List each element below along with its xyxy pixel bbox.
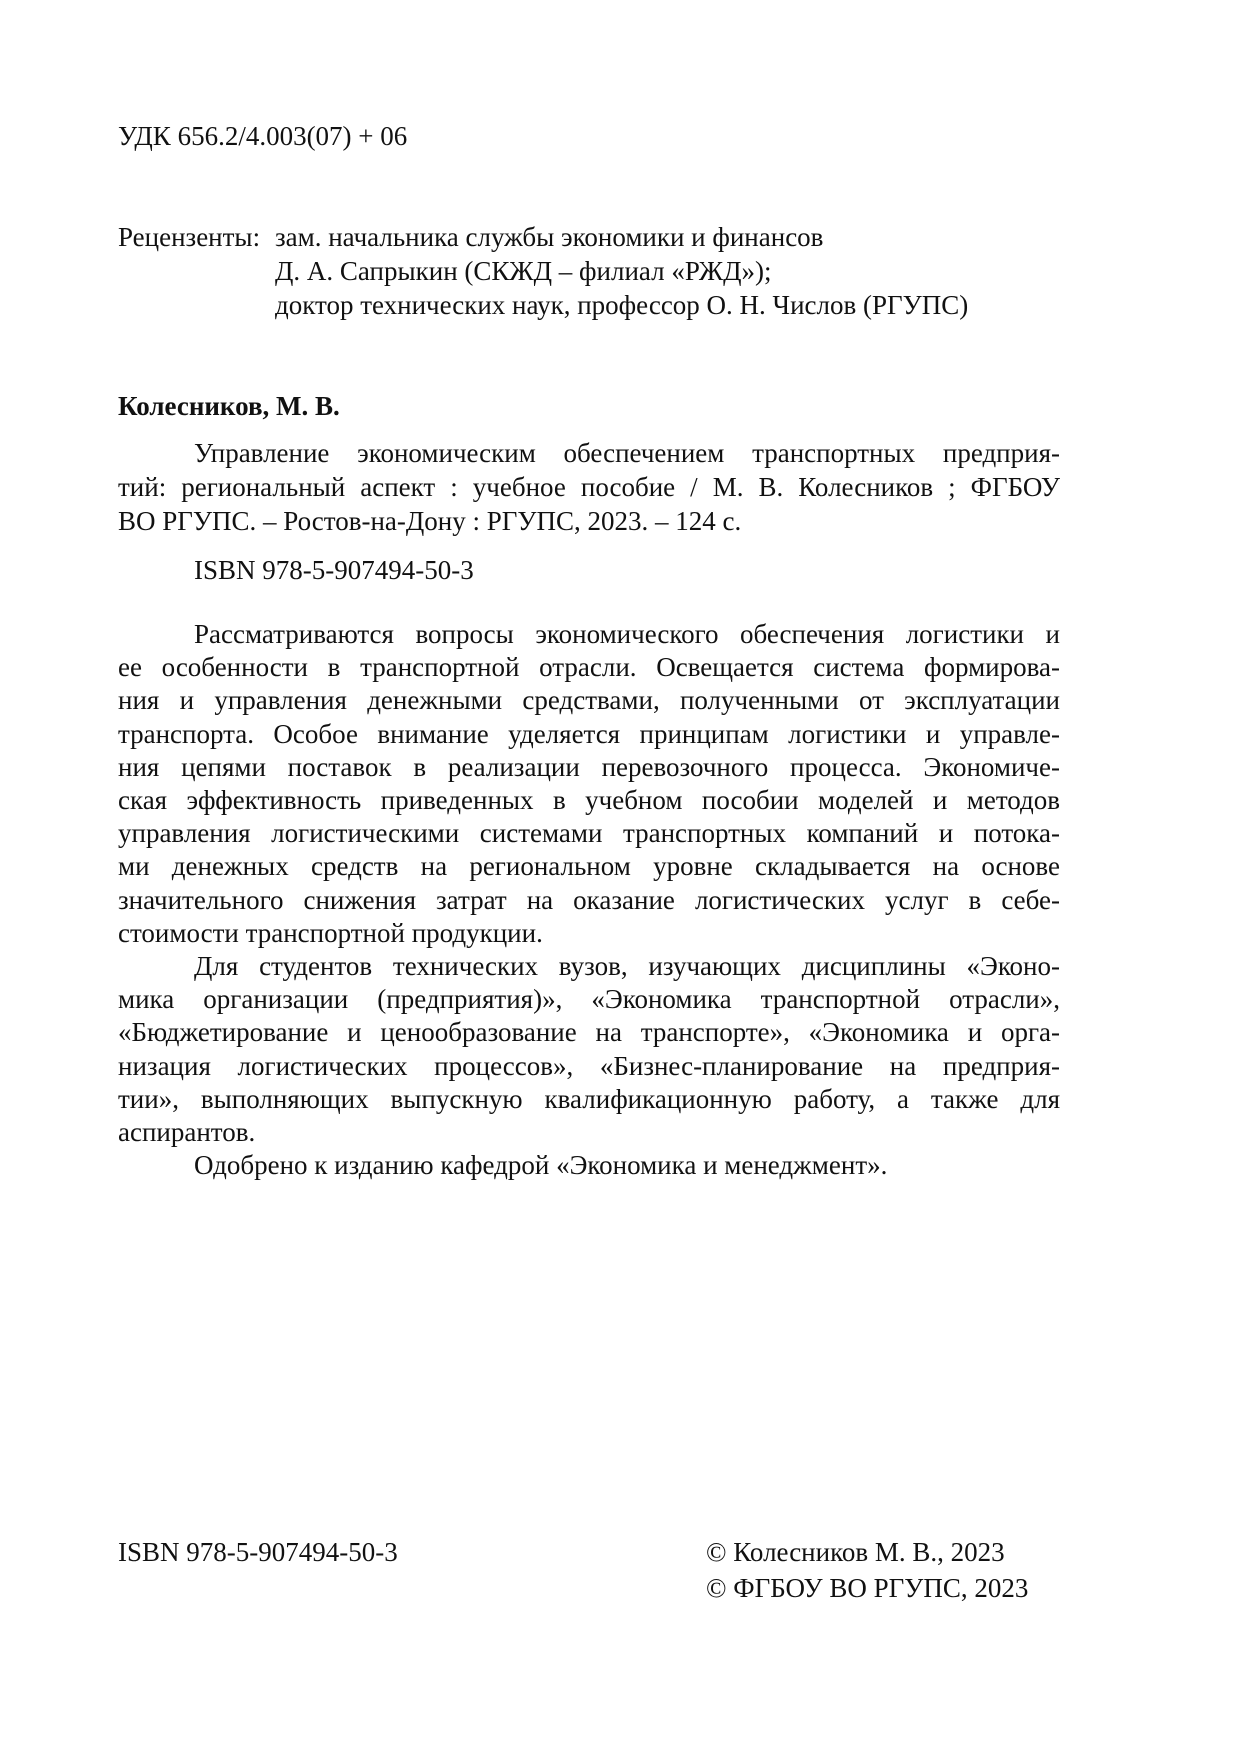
abstract-line: управления логистическими системами транспортных компаний и потока- <box>118 818 1060 849</box>
reviewers-block <box>118 220 1058 322</box>
audience-line: аспирантов. <box>118 1117 256 1148</box>
reviewer-line-3: доктор технических наук, профессор О. Н. Числов (РГУПС) <box>275 290 969 320</box>
abstract-line: ния цепями поставок в реализации перевозочного процесса. Экономиче- <box>118 751 1060 782</box>
audience-line: низация логистических процессов», «Бизнес-планирование на предприя- <box>118 1050 1060 1081</box>
reviewers-label: Рецензенты: <box>118 222 261 252</box>
audience-line: Для студентов технических вузов, изучающих дисциплины «Эконо- <box>194 951 1060 982</box>
reviewer-line-2: Д. А. Сапрыкин (СКЖД – филиал «РЖД»); <box>275 256 772 286</box>
copyright-publisher: © ФГБОУ ВО РГУПС, 2023 <box>706 1573 1029 1603</box>
biblio-line: Управление экономическим обеспечением транспортных предприя- <box>194 438 1060 468</box>
biblio-line: ВО РГУПС. – Ростов-на-Дону : РГУПС, 2023. – 124 с. <box>118 506 742 536</box>
audience-line: тии», выполняющих выпускную квалификационную работу, а также для <box>118 1083 1060 1114</box>
abstract-line: ния и управления денежными средствами, полученными от эксплуатации <box>118 685 1060 716</box>
audience-line: «Бюджетирование и ценообразование на транспорте», «Экономика и орга- <box>118 1017 1060 1048</box>
approval-line: Одобрено к изданию кафедрой «Экономика и менеджмент». <box>194 1150 888 1181</box>
reviewer-line-1: зам. начальника службы экономики и финансов <box>275 222 824 252</box>
copyright-author: © Колесников М. В., 2023 <box>706 1537 1005 1567</box>
author-heading: Колесников, М. В. <box>118 391 340 421</box>
isbn-line: ISBN 978-5-907494-50-3 <box>194 555 474 585</box>
abstract-line: Рассматриваются вопросы экономического обеспечения логистики и <box>194 619 1060 649</box>
abstract-text <box>118 618 1060 1182</box>
copyright-block <box>706 1534 1028 1606</box>
abstract-line: ская эффективность приведенных в учебном пособии моделей и методов <box>118 785 1060 816</box>
abstract-line: транспорта. Особое внимание уделяется принципам логистики и управле- <box>118 718 1060 749</box>
bibliographic-description <box>118 436 1060 538</box>
abstract-line: стоимости транспортной продукции. <box>118 917 543 948</box>
abstract-line: ми денежных средств на региональном уровне складывается на основе <box>118 851 1060 882</box>
abstract-line: ее особенности в транспортной отрасли. Освещается система формирова- <box>118 652 1060 683</box>
footer-isbn: ISBN 978-5-907494-50-3 <box>118 1537 398 1567</box>
abstract-line: значительного снижения затрат на оказание логистических услуг в себе- <box>118 884 1060 915</box>
audience-line: мика организации (предприятия)», «Экономика транспортной отрасли», <box>118 984 1060 1015</box>
udk-code: УДК 656.2/4.003(07) + 06 <box>118 121 408 151</box>
biblio-line: тий: региональный аспект : учебное пособие / М. В. Колесников ; ФГБОУ <box>118 472 1060 502</box>
